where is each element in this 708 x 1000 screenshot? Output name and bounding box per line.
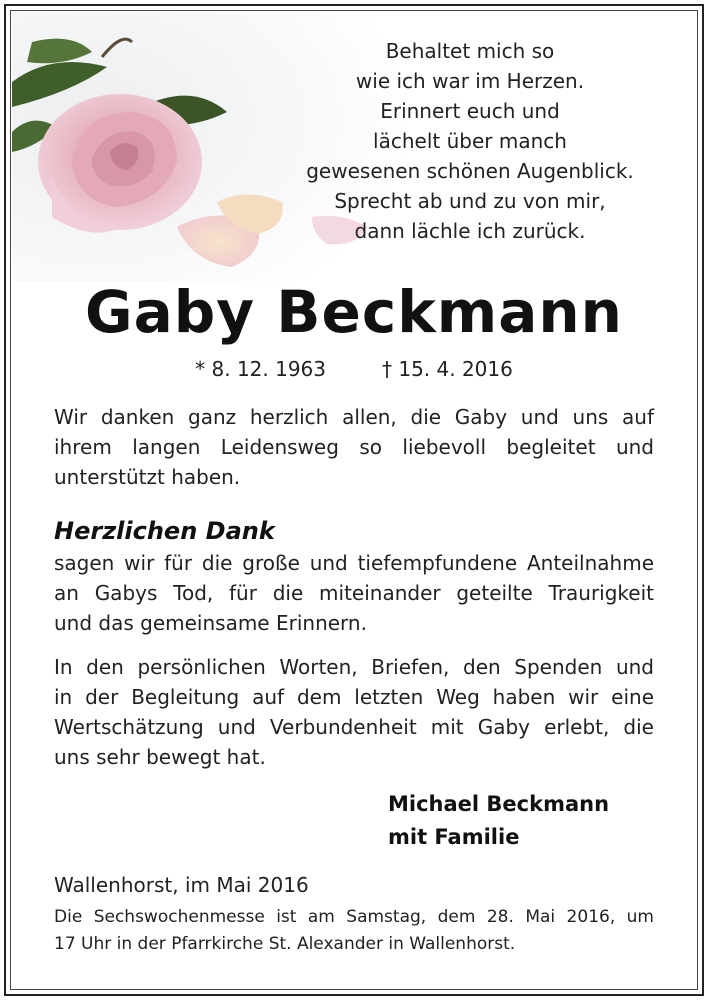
life-dates: [0, 354, 708, 384]
text-line: 17 Uhr in der Pfarrkirche St. Alexander in Wallenhorst.: [54, 934, 516, 954]
signature-family: mit Familie: [388, 825, 520, 849]
text-line: sagen wir für die große und tiefempfundene Anteilnahme: [54, 551, 654, 575]
signature: [388, 788, 609, 854]
text-line: uns sehr bewegt hat.: [54, 745, 266, 769]
poem-line: Behaltet mich so: [385, 39, 555, 63]
death-date: † 15. 4. 2016: [382, 357, 513, 381]
poem-line: wie ich war im Herzen.: [355, 69, 585, 93]
thanks-heading: Herzlichen Dank: [54, 517, 275, 545]
text-line: an Gabys Tod, für die miteinander geteilte Traurigkeit: [54, 581, 654, 605]
deceased-name: Gaby Beckmann: [85, 278, 623, 346]
poem: [280, 36, 660, 246]
thanks-paragraph-3: [54, 652, 654, 772]
text-line: In den persönlichen Worten, Briefen, den Spenden und: [54, 655, 654, 679]
poem-line: Erinnert euch und: [380, 99, 560, 123]
poem-line: gewesenen schönen Augenblick.: [306, 159, 634, 183]
text-line: Wir danken ganz herzlich allen, die Gaby und uns auf: [54, 405, 654, 429]
text-line: in der Begleitung auf dem letzten Weg haben wir eine: [54, 685, 654, 709]
birth-date: * 8. 12. 1963: [195, 357, 326, 381]
text-line: Die Sechswochenmesse ist am Samstag, dem 28. Mai 2016, um: [54, 907, 654, 927]
thanks-paragraph-1: [54, 402, 654, 492]
poem-line: Sprecht ab und zu von mir,: [334, 189, 606, 213]
text-line: ihrem langen Leidensweg so liebevoll begleitet und: [54, 435, 654, 459]
text-line: unterstützt haben.: [54, 465, 241, 489]
signature-name: Michael Beckmann: [388, 792, 610, 816]
text-line: Wertschätzung und Verbundenheit mit Gaby erlebt, die: [54, 715, 654, 739]
poem-line: lächelt über manch: [373, 129, 567, 153]
mass-notice: [54, 904, 654, 958]
place-date: Wallenhorst, im Mai 2016: [54, 873, 309, 897]
poem-line: dann lächle ich zurück.: [354, 219, 586, 243]
thanks-paragraph-2: [54, 548, 654, 638]
text-line: und das gemeinsame Erinnern.: [54, 611, 367, 635]
